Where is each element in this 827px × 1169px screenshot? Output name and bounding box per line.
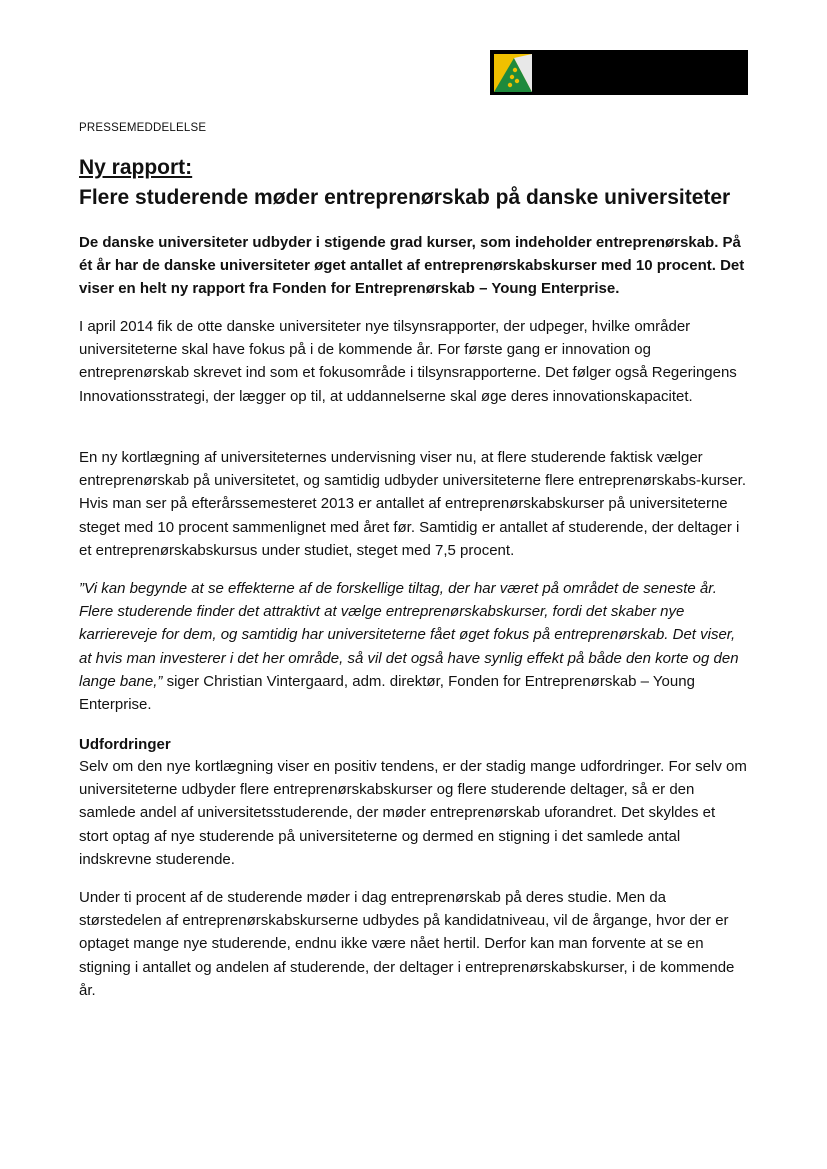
section-heading: Udfordringer xyxy=(79,736,171,753)
body-paragraph-5: Under ti procent af de studerende møder i dag entreprenørskab på deres studie. Men da størstedelen af entreprenørskabskurserne udbydes på kandidatniveau, vil de årgange, hvor der er optaget mange nye studerende, endnu ikke være nået hertil. Derfor kan man forvente at se en stigning i antallet og andelen af studerende, der deltager i entreprenørskabskurser, i de kommende år. xyxy=(79,889,735,999)
logo-banner xyxy=(490,50,748,95)
title-line-2: Flere studerende møder entreprenørskab på danske universiteter xyxy=(79,186,731,209)
logo-icon xyxy=(494,54,532,92)
quote-attribution: siger Christian Vintergaard, adm. direktør, Fonden for Entreprenørskab – Young Enterprise. xyxy=(79,672,695,714)
lead-paragraph: De danske universiteter udbyder i stigende grad kurser, som indeholder entreprenørskab. På ét år har de danske universiteter øget antallet af entreprenørskabskurser med 10 procent. Det viser en helt ny rapport fra Fonden for Entreprenørskab – Young Enterprise. xyxy=(79,234,745,297)
title-line-1: Ny rapport: xyxy=(79,156,193,179)
body-paragraph-1: I april 2014 fik de otte danske universiteter nye tilsynsrapporter, der udpeger, hvilke områder universiteterne skal have fokus på i de kommende år. For første gang er innovation og entreprenørskab skrevet ind som et fokusområde i tilsynsrapporterne. Det følger også Regeringens Innovationsstrategi, der lægger op til, at uddannelserne skal øge deres innovationskapacitet. xyxy=(79,318,737,405)
quote-text: ”Vi kan begynde at se effekterne af de forskellige tiltag, der har været på området de seneste år. Flere studerende finder det attraktivt at vælge entreprenørskabskurser, fordi det skaber nye karriereveje for dem, og samtidig har universiteterne fået øget fokus på entreprenørskab. Det viser, at hvis man investerer i det her område, så vil det også have synlig effekt på både den korte og den lange bane,” xyxy=(79,580,739,690)
quote-paragraph xyxy=(79,577,747,716)
body-paragraph-4: Selv om den nye kortlægning viser en positiv tendens, er der stadig mange udfordringer. For selv om universiteterne udbyder flere entreprenørskabskurser og flere studerende deltager, så er den samlede andel af universitetsstuderende, der møder entreprenørskab uforandret. Det skyldes et stort optag af nye studerende på universiteterne og dermed en stigning i det samlede antal indskrevne studerende. xyxy=(79,758,747,868)
document-label: PRESSEMEDDELELSE xyxy=(79,122,207,134)
body-paragraph-2: En ny kortlægning af universiteternes undervisning viser nu, at flere studerende faktisk vælger entreprenørskab på universitetet, og samtidig udbyder universiteterne flere entreprenørskabs-kurser. Hvis man ser på efterårssemesteret 2013 er antallet af entreprenørskabskurser på universiteterne steget med 10 procent sammenlignet med året før. Samtidig er antallet af studerende, der deltager i et entreprenørskabskursus under studiet, steget med 7,5 procent. xyxy=(79,449,746,559)
page-title xyxy=(79,153,779,213)
